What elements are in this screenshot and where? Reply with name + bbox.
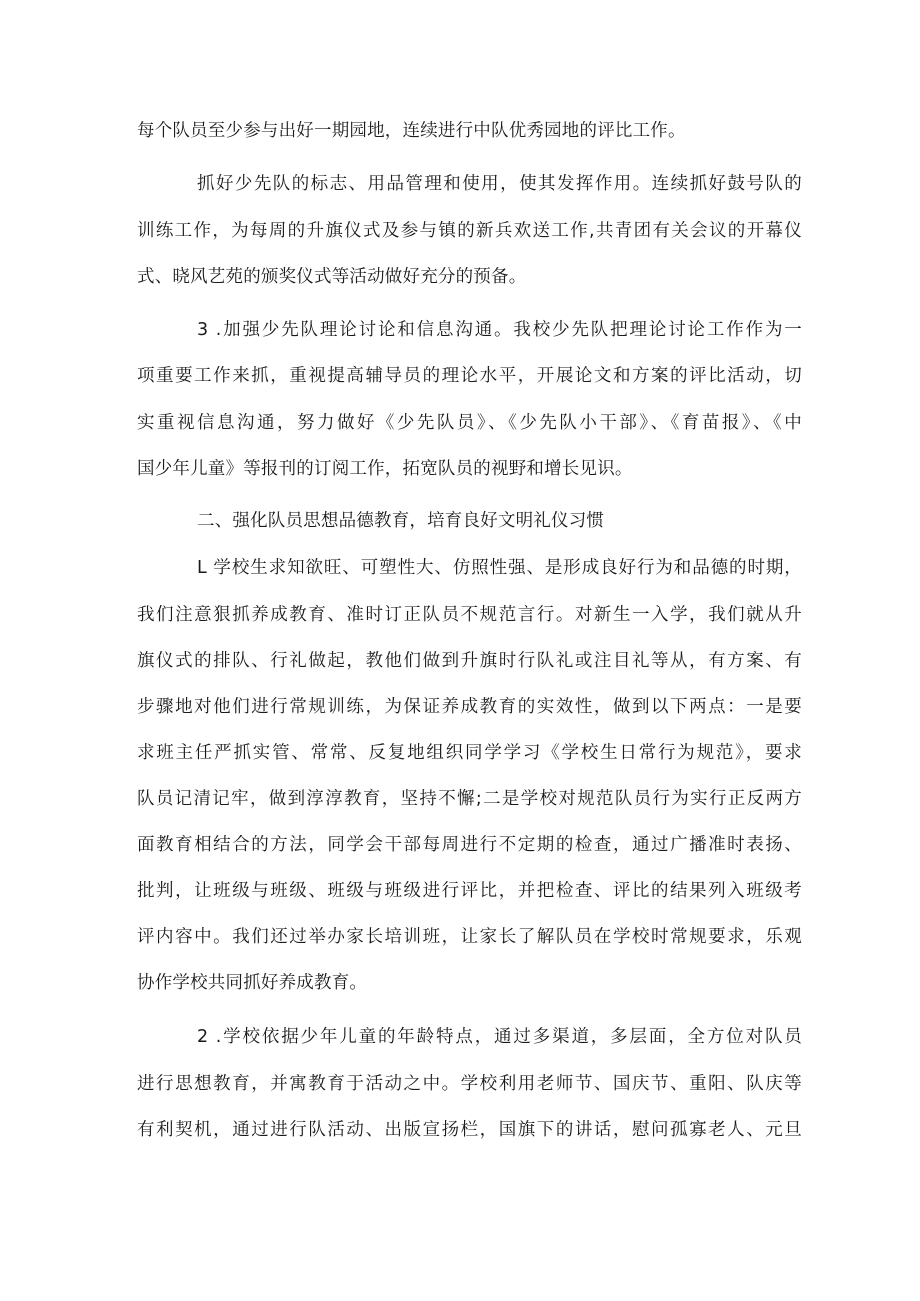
text-line-15: 队员记清记牢，做到淳淳教育，坚持不懈;二是学校对规范队员行为实行正反两方 xyxy=(137,789,802,809)
text-line-12: 旗仪式的排队、行礼做起，教他们做到升旗时行队礼或注目礼等从，有方案、有 xyxy=(137,651,802,671)
text-line-11: 我们注意狠抓养成教育、准时订正队员不规范言行。对新生一入学，我们就从升 xyxy=(137,605,802,625)
text-line-17: 批判，让班级与班级、班级与班级进行评比，并把检查、评比的结果列入班级考 xyxy=(137,881,802,901)
text-line-13: 步骤地对他们进行常规训练，为保证养成教育的实效性，做到以下两点：一是要 xyxy=(137,697,802,717)
text-line-4: 式、晓风艺苑的颁奖仪式等活动做好充分的预备。 xyxy=(137,267,527,287)
text-line-20: 2 .学校依据少年儿童的年龄特点，通过多渠道，多层面，全方位对队员 xyxy=(197,1027,802,1047)
text-line-19: 协作学校共同抓好养成教育。 xyxy=(137,973,368,993)
text-line-22: 有利契机，通过进行队活动、出版宣扬栏，国旗下的讲话，慰问孤寡老人、元旦 xyxy=(137,1120,802,1140)
text-line-10: L 学校生求知欲旺、可塑性大、仿照性强、是形成良好行为和品德的时期， xyxy=(197,558,802,578)
text-line-5: 3 .加强少先队理论讨论和信息沟通。我校少先队把理论讨论工作作为一 xyxy=(197,320,802,340)
text-line-3: 训练工作，为每周的升旗仪式及参与镇的新兵欢送工作,共青团有关会议的开幕仪 xyxy=(137,221,802,241)
text-line-8: 国少年儿童》等报刊的订阅工作，拓宽队员的视野和增长见识。 xyxy=(137,459,633,479)
text-line-16: 面教育相结合的方法，同学会干部每周进行不定期的检查，通过广播准时表扬、 xyxy=(137,835,802,855)
text-line-7: 实重视信息沟通，努力做好《少先队员》、《少先队小干部》、《育苗报》、《中 xyxy=(137,413,802,433)
text-line-21: 进行思想教育，并寓教育于活动之中。学校利用老师节、国庆节、重阳、队庆等 xyxy=(137,1074,802,1094)
text-line-18: 评内容中。我们还过举办家长培训班，让家长了解队员在学校时常规要求，乐观 xyxy=(137,927,802,947)
text-line-14: 求班主任严抓实管、常常、反复地组织同学学习《学校生日常行为规范》，要求 xyxy=(137,743,802,763)
text-line-2: 抓好少先队的标志、用品管理和使用，使其发挥作用。连续抓好鼓号队的 xyxy=(197,174,802,194)
text-line-6: 项重要工作来抓，重视提高辅导员的理论水平，开展论文和方案的评比活动，切 xyxy=(137,366,802,386)
text-line-1: 每个队员至少参与出好一期园地，连续进行中队优秀园地的评比工作。 xyxy=(137,121,686,141)
section-heading: 二、强化队员思想品德教育，培育良好文明礼仪习惯 xyxy=(197,511,605,531)
